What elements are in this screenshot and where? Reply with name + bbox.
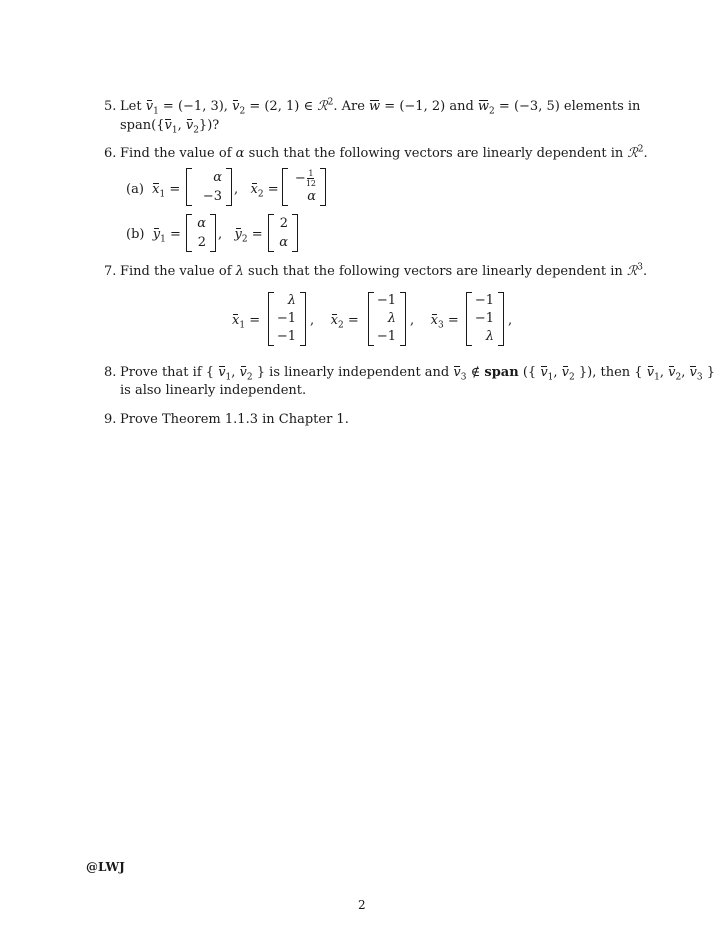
matrix-7-x1: λ −1 −1	[268, 292, 306, 346]
part-b-label: (b) $y_1$ =	[126, 227, 181, 245]
problem-5-line-1: Let $v_1 = (-1$, 3), $v_2 = (2$, 1) ∈ ℛ$^2$. Are w = (−1, 2) and $w_2 = (-3$, 5) elements in	[120, 97, 641, 117]
matrix-6b-y2: 2 α	[268, 214, 298, 252]
matrix-6b-y1: α 2	[186, 214, 216, 252]
page-number: 2	[358, 898, 366, 912]
matrix-6a-x2: − $\frac{1}{12}$ α	[282, 168, 326, 206]
item-number-7: 7.	[104, 264, 117, 279]
matrix-7-x2: −1 λ −1	[368, 292, 406, 346]
matrix-6a-x1: α −3	[186, 168, 232, 206]
item-number-8: 8.	[104, 365, 117, 380]
problem-8-line-2: is also linearly independent.	[120, 383, 307, 398]
x3-label: , $x_3$ =	[410, 313, 459, 331]
trailing-comma: ,	[508, 313, 513, 328]
problem-8-line-1: Prove that if { $v_1$, $v_2$ } is linearly independent and $v_3$ ∉ span ({ $v_1$, $v_2$ }), then { $v_1$, $v_2$, $v_3$ }	[120, 365, 715, 383]
author-signature: @LWJ	[86, 860, 125, 874]
part-a-label: (a) $x_1$ =	[126, 182, 181, 200]
problem-9-statement: Prove Theorem 1.1.3 in Chapter 1.	[120, 412, 349, 427]
item-number-9: 9.	[104, 412, 117, 427]
part-a-x2-label: , $x_2$ =	[234, 182, 279, 200]
matrix-7-x3: −1 −1 λ	[466, 292, 504, 346]
problem-5-line-2: $span(\{v_1$, $v_2$})?	[120, 118, 220, 136]
problem-7-statement: Find the value of λ such that the following vectors are linearly dependent in ℛ$^3$.	[120, 262, 648, 279]
x2-label: , $x_2$ =	[310, 313, 359, 331]
item-number-5: 5.	[104, 99, 117, 114]
problem-6-statement: Find the value of α such that the following vectors are linearly dependent in ℛ$^2$.	[120, 144, 648, 161]
item-number-6: 6.	[104, 146, 117, 161]
part-b-y2-label: , $y_2$ =	[218, 227, 263, 245]
x1-label: $x_1$ =	[232, 313, 261, 331]
